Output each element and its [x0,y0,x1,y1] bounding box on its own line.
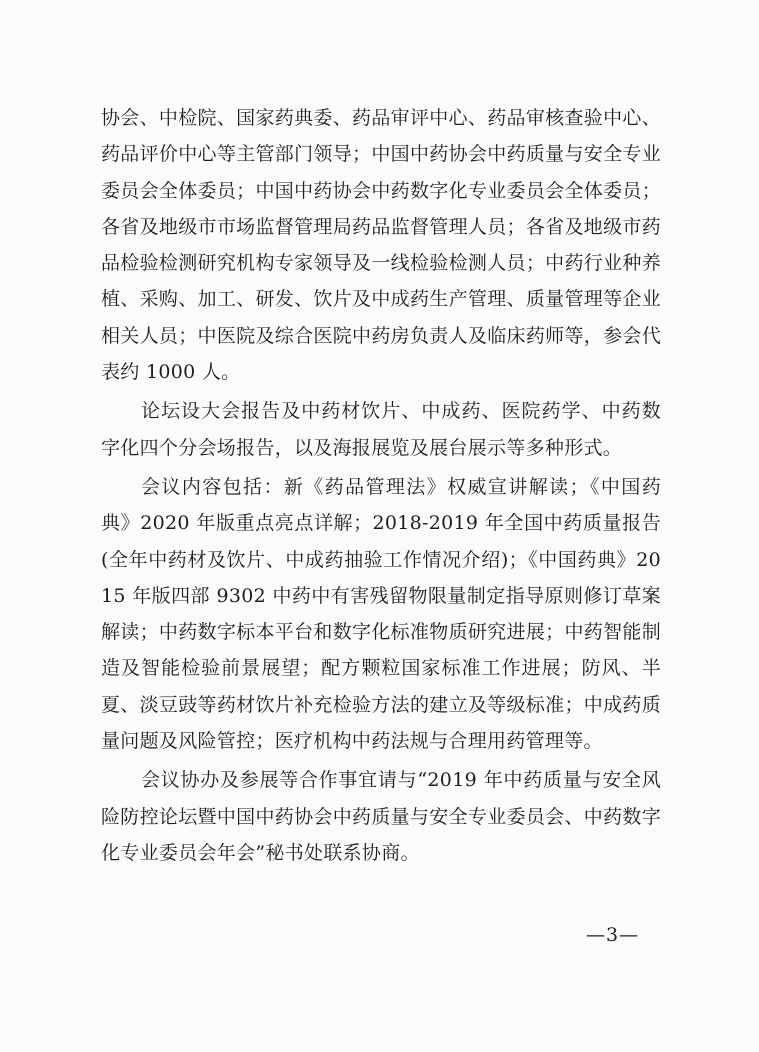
paragraph-forum-format: 论坛设大会报告及中药材饮片、中成药、医院药学、中药数字化四个分会场报告，以及海报展览及展台展示等多种形式。 [101,400,661,459]
paragraph-cooperation: 会议协办及参展等合作事宜请与“2019 年中药质量与安全风险防控论坛暨中国中药协会中药质量与安全专业委员会、中药数字化专业委员会年会”秘书处联系协商。 [101,769,661,864]
paragraph-meeting-content: 会议内容包括：新《药品管理法》权威宣讲解读；《中国药典》2020 年版重点亮点详解；2018-2019 年全国中药质量报告(全年中药材及饮片、中成药抽验工作情况介绍)；《中国药典》2015 年版四部 9302 中药中有害残留物限量制定指导原则修订草案解读；中药数字标本平台和数字化标准物质研究进展；中药智能制造及智能检验前景展望；配方颗粒国家标准工作进展；防风、半夏、淡豆豉等药材饮片补充检验方法的建立及等级标准；中成药质量问题及风险管控；医疗机构中药法规与合理用药管理等。 [101,475,661,753]
paragraph-attendees: 协会、中检院、国家药典委、药品审评中心、药品审核查验中心、药品评价中心等主管部门领导；中国中药协会中药质量与安全专业委员会全体委员；中国中药协会中药数字化专业委员会全体委员；各省及地级市市场监督管理局药品监督管理人员；各省及地级市药品检验检测研究机构专家领导及一线检验检测人员；中药行业种养植、采购、加工、研发、饮片及中成药生产管理、质量管理等企业相关人员；中医院及综合医院中药房负责人及临床药师等，参会代表约 1000 人。 [101,107,661,384]
document-body [101,100,661,871]
page-number: —3— [586,924,640,946]
